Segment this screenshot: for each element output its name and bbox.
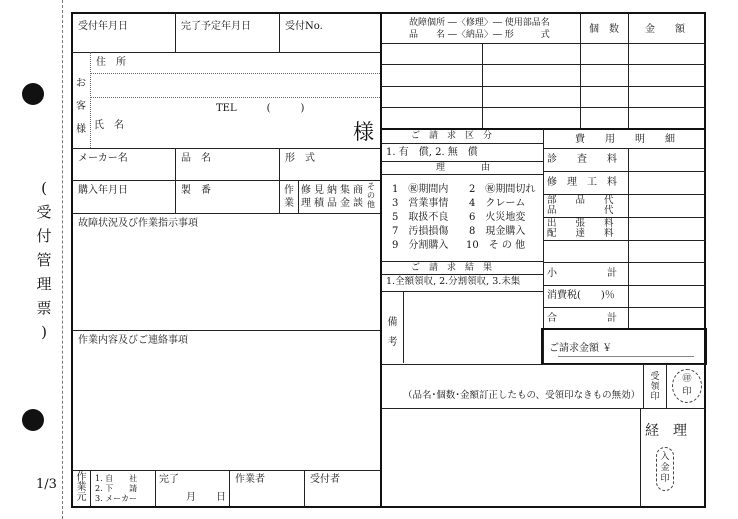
seal-mark: ㊞ 印 xyxy=(682,374,692,397)
deposit-seal-label: 入 金 印 xyxy=(660,452,670,484)
diagnosis-fee-label: 診 査 料 xyxy=(547,154,617,165)
amount-header: 金 額 xyxy=(645,24,685,35)
purchase-date-label: 購入年月日 xyxy=(78,185,128,196)
form-title: ( 受 付 管 理 票 ) xyxy=(36,179,52,341)
remarks-label: 備 考 xyxy=(387,317,398,348)
subtotal-label: 小 計 xyxy=(547,268,617,279)
address-label: 住 所 xyxy=(96,57,126,68)
tel-label: TEL ( ) xyxy=(216,103,305,114)
reason-2: 2 ㊗期間切れ xyxy=(469,184,536,195)
repair-labor-label: 修 理 工 料 xyxy=(547,177,617,188)
binder-hole-bottom xyxy=(22,409,44,431)
perforation-line xyxy=(62,0,63,519)
parts-header-line1: 故障個所 ―〈修理〉― 使用部品名 xyxy=(409,18,550,28)
reason-header: 理 由 xyxy=(436,163,491,173)
center-divider xyxy=(380,13,382,507)
paid-unpaid-options: 1. 有 償, 2. 無 償 xyxy=(386,147,478,158)
serial-label: 製 番 xyxy=(181,185,211,196)
receipt-no-label: 受付No. xyxy=(285,21,323,32)
fault-status-label: 故障状況及び作業指示事項 xyxy=(78,218,198,229)
product-label: 品 名 xyxy=(181,153,211,164)
work-type-label: 作 業 xyxy=(284,185,294,209)
page-number: 1/3 xyxy=(36,477,57,492)
worker-label: 作業者 xyxy=(235,474,265,485)
reason-9: 9 分割購入 xyxy=(392,240,449,251)
quantity-header: 個 数 xyxy=(589,24,619,35)
work-details-label: 作業内容及びご連絡事項 xyxy=(78,335,188,346)
reason-1: 1 ㊗期間内 xyxy=(392,184,449,195)
trip-fee-label: 出 張 料 配 達 料 xyxy=(547,218,614,239)
invalid-note: （品名･個数･金額訂正したもの、受領印なきもの無効） xyxy=(403,390,641,401)
parts-cost-label: 部 品 代 品 代 xyxy=(547,195,614,216)
honorific-sama: 様 xyxy=(353,120,374,144)
model-label: 形 式 xyxy=(285,153,315,164)
receipt-seal-label: 受 領 印 xyxy=(650,372,660,402)
maker-label: メーカー名 xyxy=(78,153,128,164)
work-option-estimate: 見 積 xyxy=(314,185,324,209)
planned-completion-label: 完了予定年月日 xyxy=(181,21,251,32)
work-option-collection: 集 金 xyxy=(340,185,350,209)
work-option-negotiation: 商 談 xyxy=(353,185,363,209)
tax-label: 消費税( )％ xyxy=(547,290,615,301)
work-option-repair: 修 理 xyxy=(301,185,311,209)
work-option-other: そ の 他 xyxy=(367,182,375,209)
reason-7: 7 汚損損傷 xyxy=(392,226,449,237)
manager-label: 経 理 xyxy=(645,423,687,439)
billing-result-options: 1.全額領収, 2.分割領収, 3.未集 xyxy=(386,276,521,287)
customer-label: お 客 様 xyxy=(76,78,86,135)
cost-detail-header: 費 用 明 細 xyxy=(575,134,675,145)
completed-label: 完了 xyxy=(159,474,179,485)
reason-4: 4 クレーム xyxy=(469,198,526,209)
billed-amount-label: ご請求金額 ￥ xyxy=(549,343,613,354)
completed-date-label: 月 日 xyxy=(186,492,226,503)
worker-origin-options: 1. 自 社 2. 下 請 3. メーカー xyxy=(95,474,138,503)
work-option-delivery: 納 品 xyxy=(327,185,337,209)
reason-6: 6 火災地変 xyxy=(469,212,526,223)
parts-header-line2: 品 名 ―〈納品〉― 形 式 xyxy=(409,30,550,40)
reason-3: 3 営業事情 xyxy=(392,198,449,209)
name-label: 氏 名 xyxy=(94,120,124,131)
reason-8: 8 現金購入 xyxy=(469,226,526,237)
total-label: 合 計 xyxy=(547,313,617,324)
binder-hole-top xyxy=(22,83,44,105)
reason-5: 5 取扱不良 xyxy=(392,212,449,223)
billing-result-header: ご 請 求 結 果 xyxy=(411,263,493,273)
worker-origin-label: 作 業 元 xyxy=(76,472,87,503)
billing-category-header: ご 請 求 区 分 xyxy=(411,131,493,141)
receiver-label: 受付者 xyxy=(310,474,340,485)
receipt-date-label: 受付年月日 xyxy=(78,21,128,32)
reason-10: 10 そ の 他 xyxy=(466,240,526,251)
